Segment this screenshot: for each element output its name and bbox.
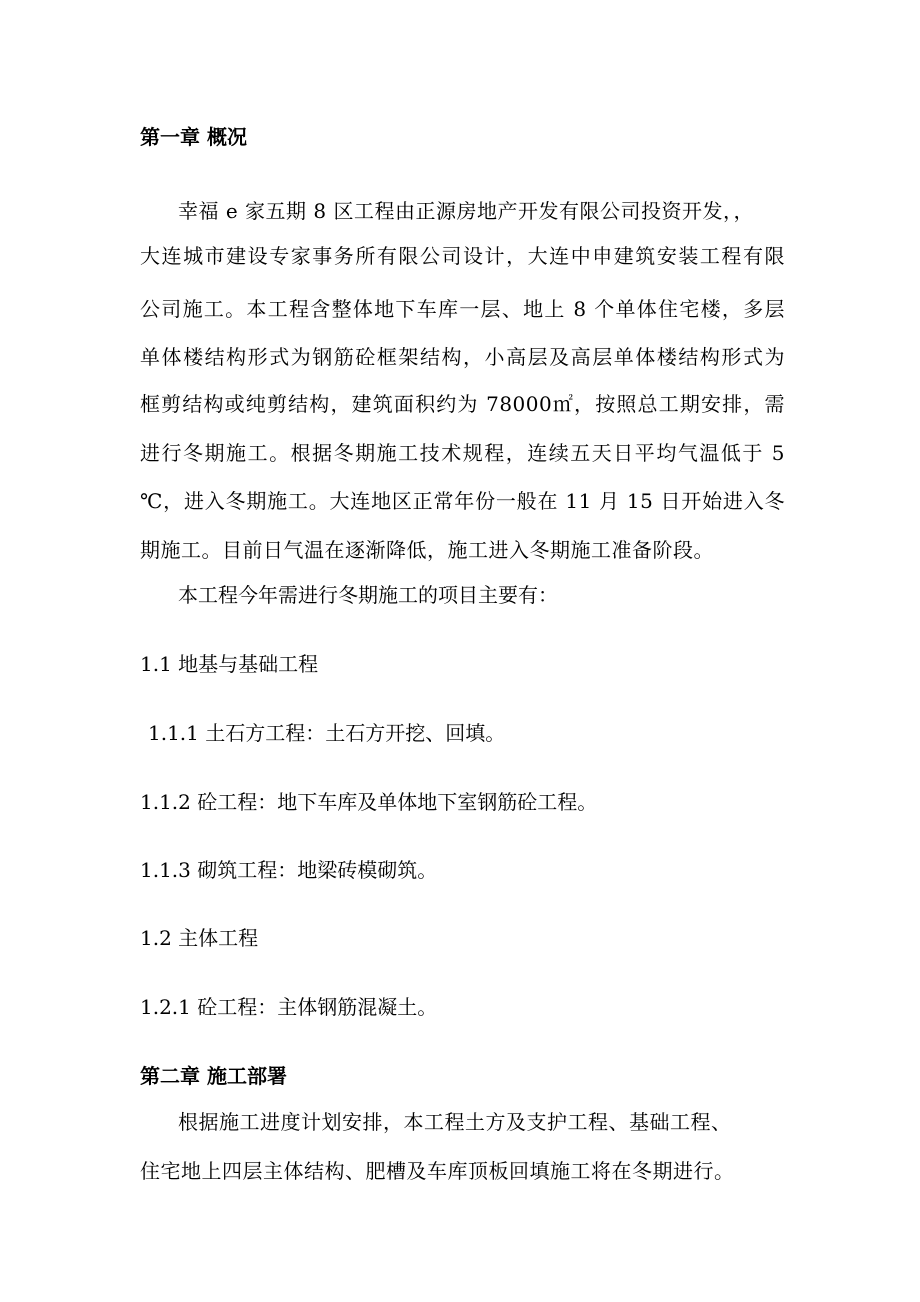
list-item: 1.2.1 砼工程：主体钢筋混凝土。	[140, 995, 438, 1019]
para-line: 进行冬期施工。根据冬期施工技术规程，连续五天日平均气温低于 5	[140, 441, 785, 465]
para-line: 框剪结构或纯剪结构，建筑面积约为 78000㎡，按照总工期安排，需	[140, 392, 785, 416]
para-line: 根据施工进度计划安排，本工程土方及支护工程、基础工程、	[178, 1110, 732, 1134]
list-item: 1.1.2 砼工程：地下车库及单体地下室钢筋砼工程。	[140, 790, 598, 814]
list-item: 1.1.1 土石方工程：土石方开挖、回填。	[148, 721, 506, 745]
para-line: ℃，进入冬期施工。大连地区正常年份一般在 11 月 15 日开始进入冬	[140, 489, 785, 513]
para-line: 幸福 e 家五期 8 区工程由正源房地产开发有限公司投资开发，，	[178, 199, 754, 223]
para-line: 单体楼结构形式为钢筋砼框架结构，小高层及高层单体楼结构形式为	[140, 345, 785, 369]
para-line: 期施工。目前日气温在逐渐降低，施工进入冬期施工准备阶段。	[140, 538, 714, 562]
list-item: 1.1.3 砌筑工程：地梁砖模砌筑。	[140, 858, 438, 882]
chapter2-title: 第二章 施工部署	[140, 1064, 287, 1088]
para-line: 大连城市建设专家事务所有限公司设计，大连中申建筑安装工程有限	[140, 244, 785, 268]
para-line: 公司施工。本工程含整体地下车库一层、地上 8 个单体住宅楼，多层	[140, 297, 785, 321]
list-item: 1.2 主体工程	[140, 926, 259, 950]
chapter1-paragraph2: 本工程今年需进行冬期施工的项目主要有：	[178, 583, 558, 607]
list-item: 1.1 地基与基础工程	[140, 652, 319, 676]
chapter1-title: 第一章 概况	[140, 125, 247, 149]
para-line: 住宅地上四层主体结构、肥槽及车库顶板回填施工将在冬期进行。	[140, 1159, 735, 1183]
